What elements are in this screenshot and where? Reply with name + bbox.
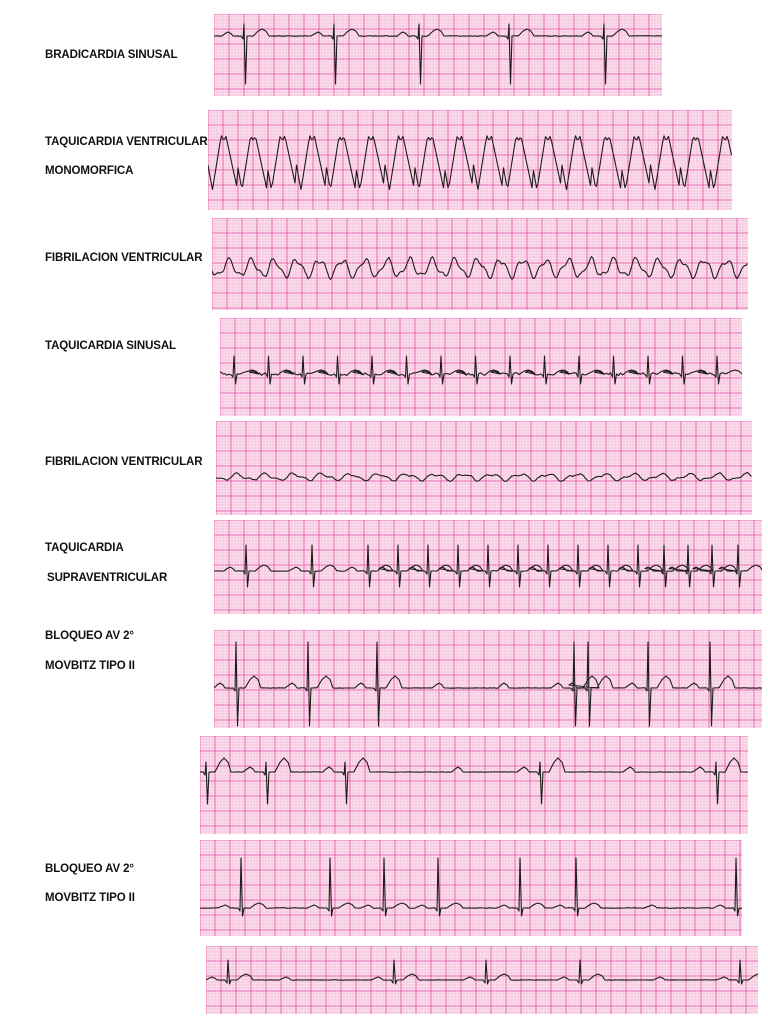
ecg-trace-fibrilacion-ventricular-1 (212, 218, 748, 310)
label-movbitz-tipo-ii-2: MOVBITZ TIPO II (45, 892, 135, 904)
ecg-strip-taquicardia-sinusal (220, 318, 742, 416)
ecg-trace-bloqueo-av-3 (200, 840, 742, 936)
ecg-strip-fibrilacion-ventricular-2 (216, 421, 752, 515)
ecg-strip-bloqueo-av-2 (200, 736, 748, 834)
label-bloqueo-av-1: BLOQUEO AV 2° (45, 630, 134, 642)
ecg-trace-taquicardia-sinusal (220, 318, 742, 416)
ecg-trace-bloqueo-av-1 (214, 630, 762, 728)
label-fibrilacion-ventricular-1: FIBRILACION VENTRICULAR (45, 252, 203, 264)
label-fibrilacion-ventricular-2: FIBRILACION VENTRICULAR (45, 456, 203, 468)
ecg-trace-taquicardia-ventricular (208, 110, 732, 210)
ecg-strip-taquicardia-ventricular (208, 110, 732, 210)
label-taquicardia: TAQUICARDIA (45, 542, 124, 554)
label-monomorfica: MONOMORFICA (45, 165, 134, 177)
label-movbitz-tipo-ii-1: MOVBITZ TIPO II (45, 660, 135, 672)
ecg-trace-bloqueo-av-4 (206, 946, 758, 1014)
ecg-strip-bloqueo-av-3 (200, 840, 742, 936)
label-supraventricular: SUPRAVENTRICULAR (47, 572, 168, 584)
ecg-trace-bradicardia-sinusal (214, 14, 662, 96)
ecg-trace-fibrilacion-ventricular-2 (216, 421, 752, 515)
label-taquicardia-sinusal: TAQUICARDIA SINUSAL (45, 340, 176, 352)
ecg-strip-bloqueo-av-1 (214, 630, 762, 728)
label-bradicardia-sinusal: BRADICARDIA SINUSAL (45, 49, 178, 61)
ecg-strip-bradicardia-sinusal (214, 14, 662, 96)
label-bloqueo-av-2: BLOQUEO AV 2° (45, 863, 134, 875)
ecg-strip-fibrilacion-ventricular-1 (212, 218, 748, 310)
label-taquicardia-ventricular: TAQUICARDIA VENTRICULAR (45, 136, 208, 148)
ecg-strip-bloqueo-av-4 (206, 946, 758, 1014)
ecg-trace-bloqueo-av-2 (200, 736, 748, 834)
ecg-trace-taquicardia-supraventricular (214, 520, 762, 614)
ecg-strip-taquicardia-supraventricular (214, 520, 762, 614)
